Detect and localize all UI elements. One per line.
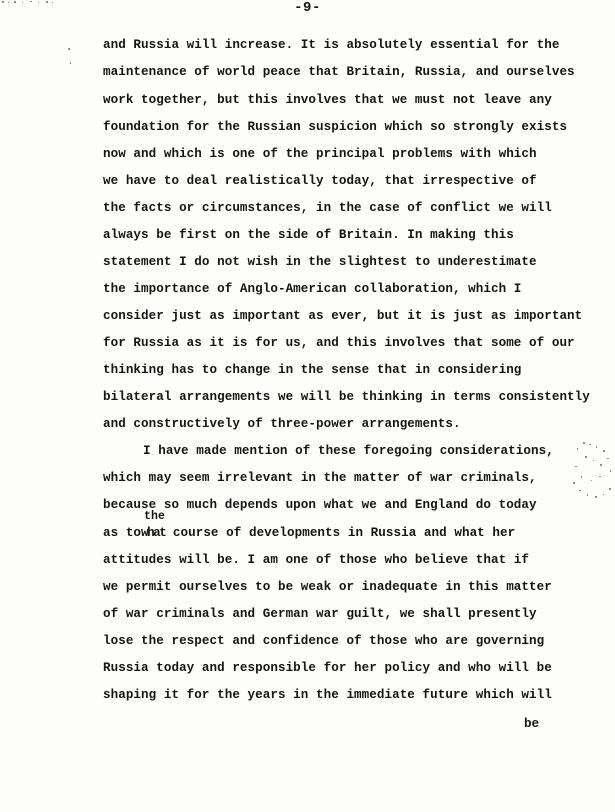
text-line: because so much depends upon what we and England do today: [103, 498, 537, 512]
text-line: work together, but this involves that we must not leave any: [103, 93, 552, 107]
text-line: attitudes will be. I am one of those who believe that if: [103, 553, 530, 567]
faded-stamp-mark: [555, 440, 615, 510]
page-number: -9-: [294, 0, 321, 16]
text-line: we permit ourselves to be weak or inadequate in this matter: [103, 580, 552, 594]
text-line: thinking has to change in the sense that in considering: [103, 363, 522, 377]
text-line: for Russia as it is for us, and this involves that some of our: [103, 336, 575, 350]
left-margin-speck: [68, 48, 70, 50]
corrected-text-line: [103, 510, 516, 541]
text-line: we have to deal realistically today, that irrespective of: [103, 174, 537, 188]
text-line: shaping it for the years in the immediate future which will: [103, 688, 552, 702]
paragraph-first-line: I have made mention of these foregoing considerations,: [143, 444, 554, 458]
text-line: the facts or circumstances, in the case of conflict we will: [103, 201, 552, 215]
text-line: foundation for the Russian suspicion which so strongly exists: [103, 120, 568, 134]
correction-suffix: course of developments in Russia and what her: [165, 526, 516, 540]
text-line: consider just as important as ever, but it is just as important: [103, 309, 583, 323]
text-line: of war criminals and German war guilt, we shall presently: [103, 607, 537, 621]
text-line: the importance of Anglo-American collaboration, which I: [103, 282, 522, 296]
text-line: maintenance of world peace that Britain, Russia, and ourselves: [103, 65, 575, 79]
text-line: lose the respect and confidence of those who are governing: [103, 634, 545, 648]
inserted-word: the: [144, 510, 165, 523]
text-line: bilateral arrangements we will be thinking in terms consistently: [103, 390, 590, 404]
text-line: now and which is one of the principal problems with which: [103, 147, 537, 161]
text-line: Russia today and responsible for her policy and who will be: [103, 661, 552, 675]
text-line: statement I do not wish in the slightest to underestimate: [103, 255, 537, 269]
text-line: and constructively of three-power arrangements.: [103, 417, 461, 431]
left-margin-speck: [70, 62, 71, 64]
text-line: and Russia will increase. It is absolutely essential for the: [103, 38, 560, 52]
text-line: which may seem irrelevant in the matter of war criminals,: [103, 471, 537, 485]
catchword: be: [524, 717, 540, 731]
struck-text: what: [141, 526, 166, 540]
text-line: always be first on the side of Britain. In making this: [103, 228, 514, 242]
correction-prefix: as to: [103, 526, 142, 540]
struck-word: [141, 510, 166, 541]
